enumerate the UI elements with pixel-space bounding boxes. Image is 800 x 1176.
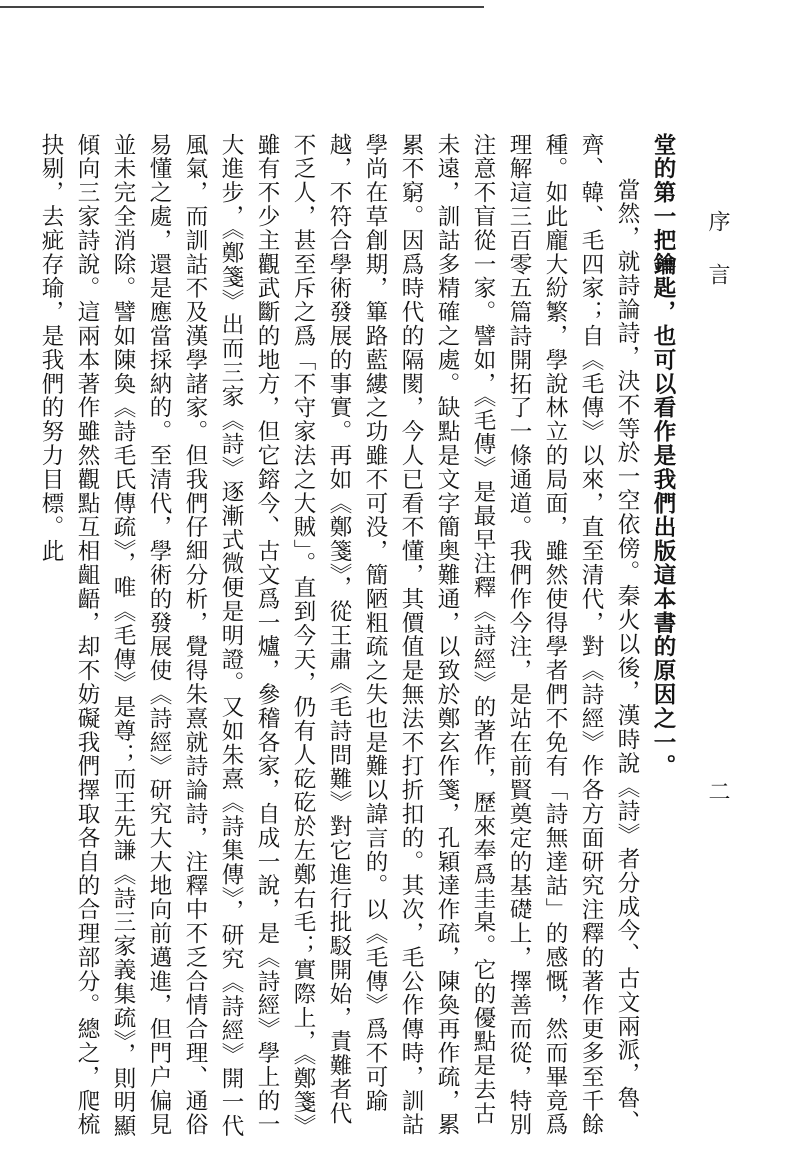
page-number: 二 xyxy=(705,780,730,802)
running-title: 序 言 xyxy=(705,210,730,297)
paragraph-continuation: 堂的第一把鑰匙，也可以看作是我們出版這本書的原因之一。 xyxy=(650,133,676,779)
paragraph: 當然，就詩論詩，決不等於一空依傍。秦火以後，漢時說《詩》者分成今、古文兩派，魯、齊、韓、毛四家；自《毛傳》以來，直至清代，對《詩經》作各方面研究注釋的著作更多至千餘種。如此龐大紛繁，學說林立的局面，雖然使得學者們不免有「詩無達詁」的感慨，然而畢竟爲理解這三百零五篇詩開拓了一條通道。我們作今注，是站在前賢奠定的基礎上，擇善而從，特別注意不盲從一家。譬如，《毛傳》是最早注釋《詩經》的著作，歷來奉爲圭臬。它的優點是去古未遠，訓詁多精確之處。缺點是文字簡奥難通，以致於鄭玄作箋，孔穎達作疏，陳奐再作疏，累累不窮。因爲時代的隔閡，今人已看不懂，其價值是無法不打折扣的。其次，毛公作傳時，訓詁學尚在草創期，篳路藍縷之功雖不可没，簡陋粗疏之失也是難以諱言的。以《毛傳》爲不可踰越，不符合學術發展的事實。再如《鄭箋》，從王肅《毛詩問難》對它進行批駁開始，責難者代不乏人，甚至斥之爲「不守家法之大賊」。直到今天，仍有人矻矻於左鄭右毛；實際上，《鄭箋》雖有不少主觀武斷的地方，但它鎔今、古文爲一爐，參稽各家，自成一說，是《詩經》學上的一大進步，《鄭箋》出而三家《詩》逐漸式微便是明證。又如朱熹《詩集傳》，研究《詩經》開一代風氣，而訓詁不及漢學諸家。但我們仔細分析，覺得朱熹就詩論詩，注釋中不乏合情合理、通俗易懂之處，還是應當採納的。至清代，學術的發展使《詩經》研究大大地向前邁進，但門户偏見並未完全消除。譬如陳奐《詩毛氏傳疏》，唯《毛傳》是尊；而王先謙《詩三家義集疏》，則明顯傾向三家詩說。這兩本著作雖然觀點互相齟齬，却不妨礙我們擇取各自的合理部分。總之，爬梳抉剔，去疵存瑜，是我們的努力目標。此 xyxy=(38,133,640,1139)
top-rule xyxy=(0,6,484,8)
body-text xyxy=(38,133,681,1143)
